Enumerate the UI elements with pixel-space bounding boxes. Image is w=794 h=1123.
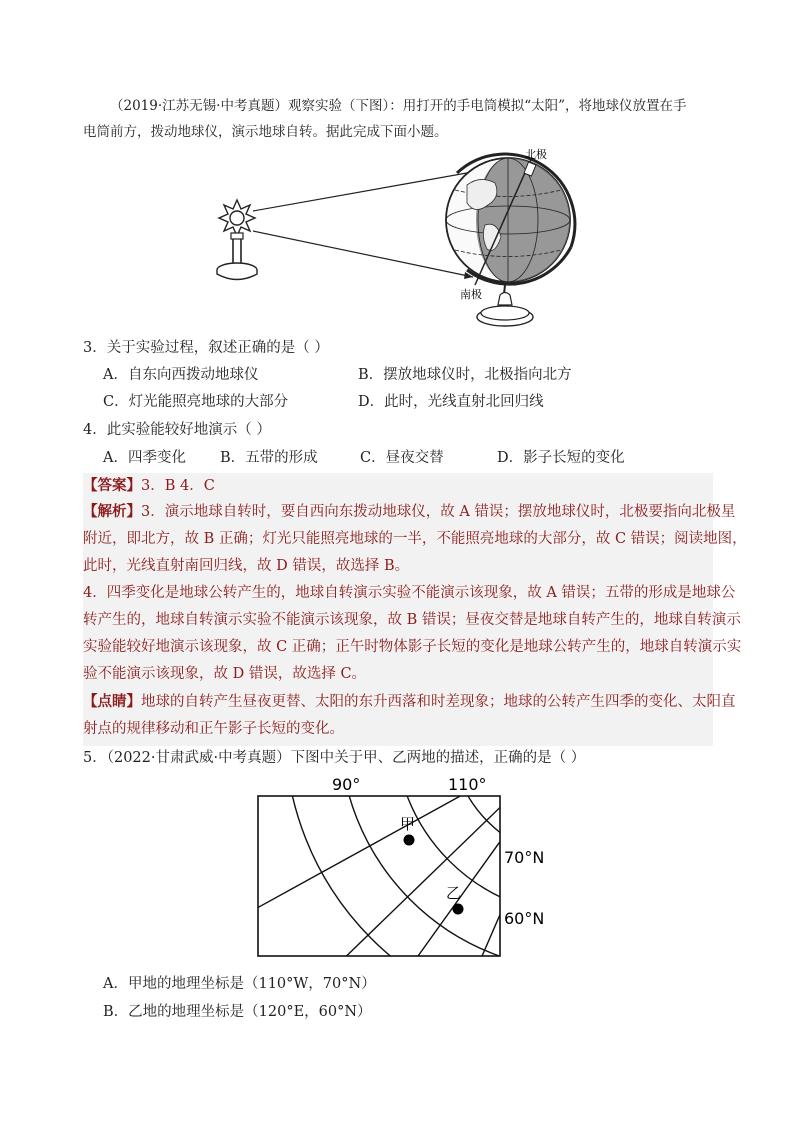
analysis-tag: 【解析】 [83, 503, 141, 520]
q5-stem: 5．（2022·甘肃武威·中考真题）下图中关于甲、乙两地的描述，正确的是（ ） [83, 750, 586, 766]
point-yi-marker [453, 904, 464, 915]
q3-stem: 3．关于实验过程，叙述正确的是（ ） [83, 340, 329, 356]
intro-line-1: （2019·江苏无锡·中考真题）观察实验（下图）：用打开的手电筒模拟“太阳”，将地球仪放置在手 [110, 98, 687, 114]
analysis-line-5: 转产生的，地球自转演示实验不能演示该现象，故 B 错误；昼夜交替是地球自转产生的，地球自转演示 [83, 612, 741, 628]
point-jia-label: 甲 [400, 815, 416, 833]
q4-option-c: C．昼夜交替 [360, 450, 444, 466]
analysis-line-4: 4．四季变化是地球公转产生的，地球自转演示实验不能演示该现象，故 A 错误；五带的形成是地球公 [83, 585, 736, 601]
point-yi-label: 乙 [446, 884, 462, 902]
q3-option-b: B．摆放地球仪时，北极指向北方 [358, 367, 572, 383]
comment-line-1 [83, 693, 736, 711]
answer-tag: 【答案】 [83, 477, 141, 494]
q5-option-b: B．乙地的地理坐标是（120°E，60°N） [103, 1004, 372, 1020]
north-pole-label: 北极 [525, 148, 547, 161]
intro-line-2: 电筒前方，拨动地球仪，演示地球自转。据此完成下面小题。 [83, 124, 448, 140]
q5-option-a: A．甲地的地理坐标是（110°W，70°N） [103, 976, 376, 992]
lon-90-label: 90° [332, 775, 361, 794]
analysis-line-6: 实验能较好地演示该现象，故 C 正确；正午时物体影子长短的变化是地球公转产生的，地球自转演示实 [83, 639, 742, 655]
sun-flashlight-icon [217, 200, 257, 280]
point-jia-marker [404, 835, 415, 846]
south-pole-label: 南极 [460, 288, 482, 301]
analysis-line-2: 附近，即北方，故 B 正确；灯光只能照亮地球的一半，不能照亮地球的大部分，故 C 错误；阅读地图， [83, 531, 747, 547]
figure-graticule-map [250, 770, 560, 965]
lat-70-label: 70°N [504, 848, 545, 867]
q3-option-d: D．此时，光线直射北回归线 [358, 394, 544, 410]
q4-option-b: B．五带的形成 [220, 450, 318, 466]
analysis-line-7: 验不能演示该现象，故 D 错误，故选择 C。 [83, 666, 367, 682]
q4-stem: 4．此实验能较好地演示（ ） [83, 422, 271, 438]
lon-110-label: 110° [448, 775, 487, 794]
q4-option-a: A．四季变化 [103, 450, 186, 466]
comment-line-2: 射点的规律移动和正午影子长短的变化。 [83, 721, 344, 737]
q3-option-c: C．灯光能照亮地球的大部分 [103, 394, 289, 410]
q4-option-d: D．影子长短的变化 [497, 450, 625, 466]
analysis-text-1: 3．演示地球自转时，要自西向东拨动地球仪，故 A 错误；摆放地球仪时，北极要指向北极星 [141, 504, 736, 520]
lat-60-label: 60°N [504, 909, 545, 928]
comment-tag: 【点睛】 [83, 693, 141, 710]
answer-row [83, 477, 215, 495]
figure-flashlight-globe [205, 145, 585, 330]
analysis-line-3: 此时，光线直射南回归线，故 D 错误，故选择 B。 [83, 558, 410, 574]
comment-text-1: 地球的自转产生昼夜更替、太阳的东升西落和时差现象；地球的公转产生四季的变化、太阳直 [141, 694, 736, 710]
answer-text: 3．B 4．C [141, 478, 215, 494]
q3-option-a: A．自东向西拨动地球仪 [103, 367, 259, 383]
analysis-line-1 [83, 503, 735, 521]
